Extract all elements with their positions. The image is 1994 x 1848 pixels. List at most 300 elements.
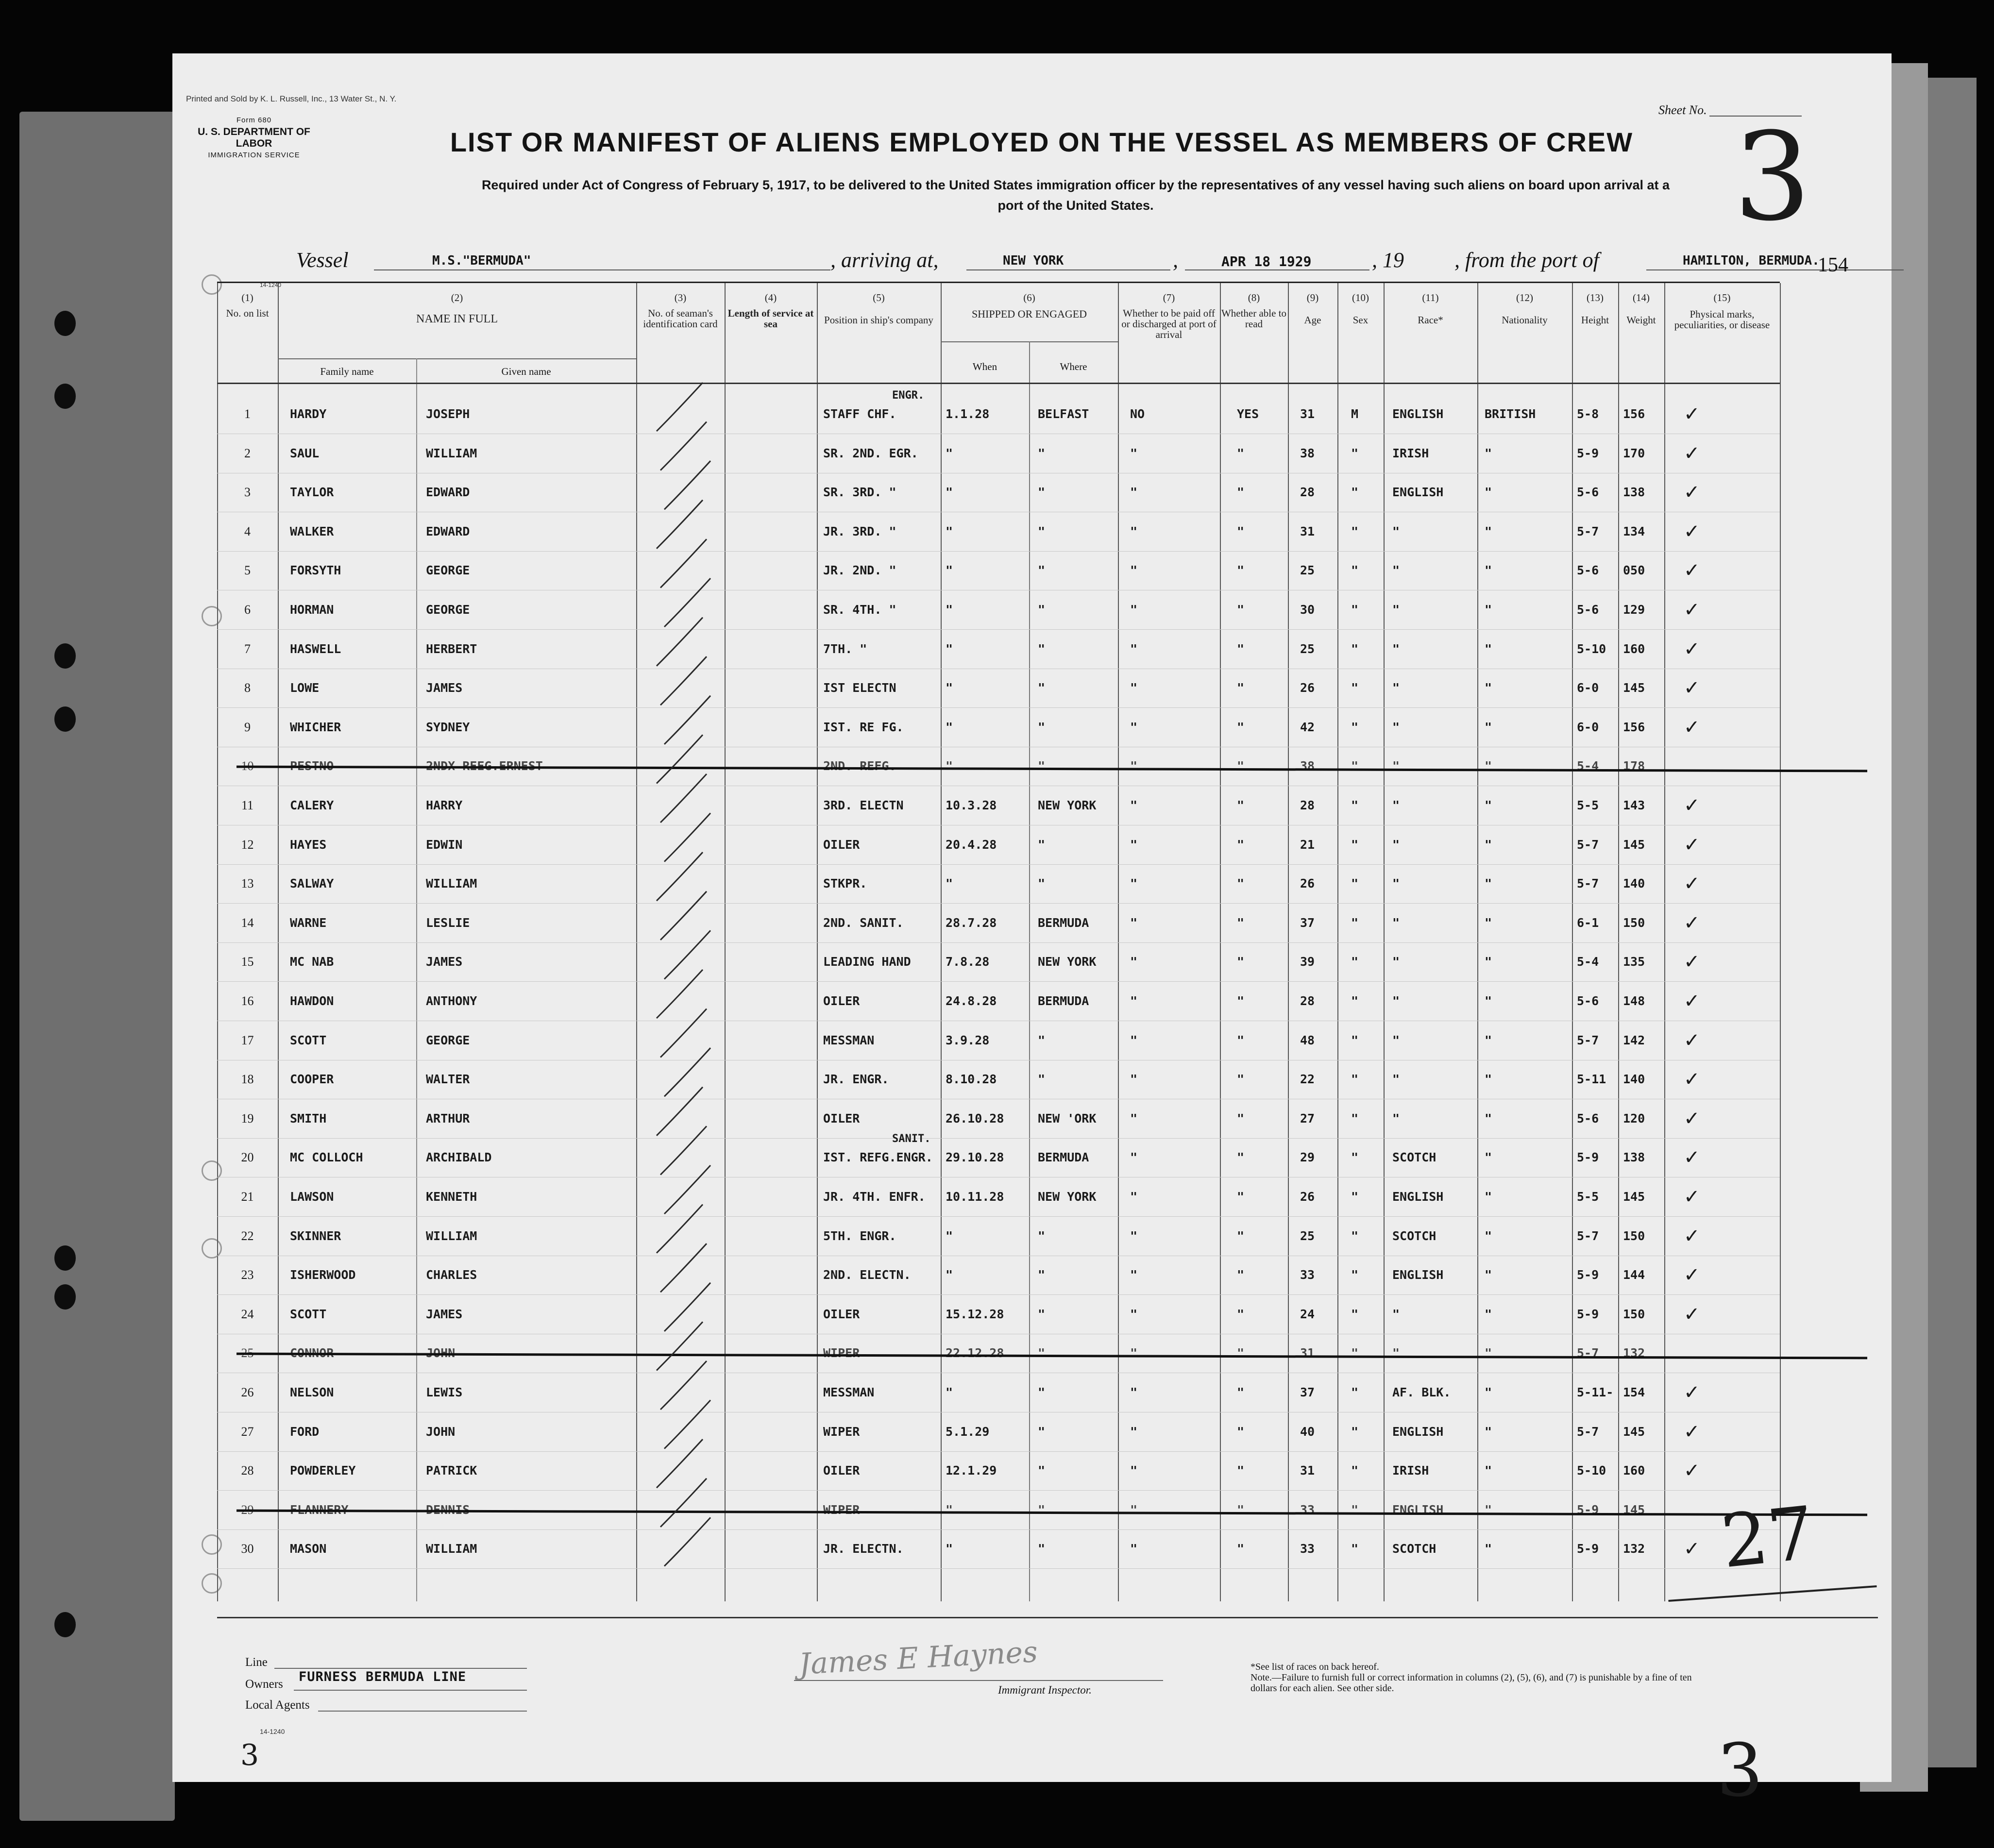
shipped-where: " [1038,563,1046,578]
sex: " [1351,1033,1359,1047]
shipped-when: 7.8.28 [946,955,990,969]
weight: 150 [1623,1307,1645,1321]
sex: " [1351,915,1359,930]
sex: M [1351,407,1359,421]
shipped-where: " [1038,485,1046,500]
row-number: 15 [241,955,254,969]
paid-off: " [1130,1463,1138,1478]
shipped-when: " [946,641,953,656]
check-mark: ✓ [1684,1068,1700,1091]
row-number: 30 [241,1542,254,1556]
weight: 150 [1623,915,1645,930]
row-number: 19 [241,1111,254,1126]
race: " [1392,641,1400,656]
given-name: SYDNEY [426,720,470,734]
height: 5-6 [1577,563,1599,578]
row-number: 26 [241,1385,254,1399]
given-name: 2NDX REEG.ERNEST [426,759,543,773]
position: JR. 2ND. " [823,563,896,578]
sex: " [1351,994,1359,1008]
race: ENGLISH [1392,1502,1444,1517]
shipped-where: " [1038,1542,1046,1556]
form-number: Form 680 [236,116,272,124]
nationality: BRITISH [1485,407,1536,421]
weight: 135 [1623,955,1645,969]
able-to-read: YES [1237,407,1259,421]
position: 2ND. ELECTN. [823,1268,911,1282]
table-row [217,515,1780,549]
given-name: LEWIS [426,1385,463,1399]
shipped-where: " [1038,1463,1046,1478]
height: 5-7 [1577,876,1599,891]
position: JR. ELECTN. [823,1542,904,1556]
given-name: GEORGE [426,563,470,578]
nationality: " [1485,681,1492,695]
position: 2ND. SANIT. [823,915,904,930]
paid-off: " [1130,1268,1138,1282]
age: 31 [1300,1346,1315,1361]
weight: 150 [1623,1228,1645,1243]
family-name: FLANNERY [290,1502,349,1517]
sex: " [1351,1072,1359,1087]
check-mark: ✓ [1684,1186,1700,1208]
page-title: LIST OR MANIFEST OF ALIENS EMPLOYED ON THE VESSEL AS MEMBERS OF CREW [450,127,1634,157]
given-name: HERBERT [426,641,477,656]
race: " [1392,1072,1400,1087]
weight: 145 [1623,1424,1645,1439]
weight: 156 [1623,407,1645,421]
age: 31 [1300,407,1315,421]
nationality: " [1485,837,1492,852]
row-rule [217,1568,1780,1569]
position: 7TH. " [823,641,867,656]
nationality: " [1485,1228,1492,1243]
shipped-where: " [1038,1346,1046,1361]
subtitle-line: Required under Act of Congress of February 5, 1917, to be delivered to the United States immigration officer by the representatives of any vessel having such aliens on board upon arrival at a [481,178,1670,192]
nationality: " [1485,955,1492,969]
shipped-where: " [1038,1268,1046,1282]
nationality: " [1485,1072,1492,1087]
weight: 144 [1623,1268,1645,1282]
age: 26 [1300,1190,1315,1204]
col-header-nationality: (12) Nationality [1502,292,1548,326]
page-subtitle [260,175,1892,216]
age: 30 [1300,603,1315,617]
shipped-where: " [1038,524,1046,538]
weight: 178 [1623,759,1645,773]
col-header-marks: (15) Physical marks, peculiarities, or disease [1674,292,1770,331]
able-to-read: " [1237,563,1245,578]
position: 5TH. ENGR. [823,1228,896,1243]
weight: 156 [1623,720,1645,734]
paid-off: " [1130,1307,1138,1321]
col-header-read: (8) Whether able to read [1221,292,1287,330]
given-name: ANTHONY [426,994,477,1008]
position: SR. 3RD. " [823,485,896,500]
able-to-read: " [1237,994,1245,1008]
paid-off: " [1130,1150,1138,1165]
given-name: EDWARD [426,524,470,538]
shipped-when: 24.8.28 [946,994,997,1008]
weight: 143 [1623,798,1645,812]
paid-off: " [1130,759,1138,773]
row-number: 14 [241,915,254,930]
shipped-when: 8.10.28 [946,1072,997,1087]
given-name: CHARLES [426,1268,477,1282]
height: 5-7 [1577,1033,1599,1047]
nationality: " [1485,915,1492,930]
race: ENGLISH [1392,1424,1444,1439]
family-name: MC NAB [290,955,334,969]
col-header-when: When [972,361,997,372]
sex: " [1351,641,1359,656]
nationality: " [1485,1463,1492,1478]
position: OILER [823,1307,860,1321]
paid-off: " [1130,994,1138,1008]
table-row [217,1102,1780,1136]
position: STAFF CHF. [823,407,896,421]
binder-hole [54,643,76,669]
binder-hole [54,1245,76,1271]
given-name: JAMES [426,1307,463,1321]
race: ENGLISH [1392,485,1444,500]
arrival-port: NEW YORK [1003,253,1064,268]
row-rule [217,629,1780,630]
paid-off: " [1130,1190,1138,1204]
family-name: FORD [290,1424,320,1439]
race: " [1392,720,1400,734]
family-name: FORSYTH [290,563,341,578]
position: STKPR. [823,876,867,891]
shipped-where: NEW YORK [1038,798,1097,812]
row-rule [217,551,1780,552]
row-rule [217,1490,1780,1491]
nationality: " [1485,641,1492,656]
shipped-when: 20.4.28 [946,837,997,852]
date-underline [1185,269,1369,270]
race: " [1392,1033,1400,1047]
weight: 129 [1623,603,1645,617]
binder-hole [54,1284,76,1310]
position: SR. 2ND. EGR. [823,446,918,460]
paid-off: " [1130,837,1138,852]
printer-imprint [186,93,396,104]
check-mark: ✓ [1684,638,1700,660]
line-label: Line [245,1656,268,1669]
vessel-underline [374,269,830,270]
height: 5-7 [1577,837,1599,852]
position: WIPER [823,1424,860,1439]
nationality: " [1485,563,1492,578]
race: SCOTCH [1392,1542,1436,1556]
age: 25 [1300,641,1315,656]
table-row [217,906,1780,940]
shipped-when: " [946,720,953,734]
table-row [217,554,1780,588]
shipped-when: " [946,563,953,578]
sex: " [1351,1463,1359,1478]
weight: 148 [1623,994,1645,1008]
shipped-where: " [1038,759,1046,773]
paid-off: " [1130,876,1138,891]
table-row [217,828,1780,862]
sex: " [1351,1150,1359,1165]
binder-hole [54,1612,76,1637]
able-to-read: " [1237,485,1245,500]
table-row [217,710,1780,744]
shipped-where: BERMUDA [1038,1150,1089,1165]
race: IRISH [1392,446,1429,460]
able-to-read: " [1237,876,1245,891]
position: OILER [823,1463,860,1478]
height: 5-4 [1577,759,1599,773]
shipped-when: 29.10.28 [946,1150,1004,1165]
row-rule [217,707,1780,708]
position: OILER [823,994,860,1008]
nationality: " [1485,1190,1492,1204]
nationality: " [1485,876,1492,891]
note-penalty: Note.—Failure to furnish full or correct information in columns (2), (5), (6), and (7) is punishable by a fine of ten dollars for each alien. See other side. [1250,1672,1692,1694]
footer [172,1617,1892,1813]
check-mark: ✓ [1684,1264,1700,1287]
nationality: " [1485,1111,1492,1126]
col-header-name: (2) NAME IN FULL [416,292,498,325]
race: " [1392,837,1400,852]
shipped-when: " [946,1268,953,1282]
position: JR. ENGR. [823,1072,889,1087]
paid-off: " [1130,563,1138,578]
shipped-where: BERMUDA [1038,915,1089,930]
height: 5-6 [1577,603,1599,617]
weight: 160 [1623,641,1645,656]
table-row [217,475,1780,509]
sex: " [1351,759,1359,773]
sex: " [1351,1542,1359,1556]
row-number: 2 [244,446,251,460]
paid-off: " [1130,1542,1138,1556]
nationality: " [1485,798,1492,812]
signature-line [794,1680,1163,1681]
row-number: 18 [241,1072,254,1087]
height: 5-7 [1577,524,1599,538]
page-number: 154 [1818,254,1848,276]
agents-underline [318,1711,527,1712]
from-port: HAMILTON, BERMUDA. [1683,253,1820,268]
position: JR. 3RD. " [823,524,896,538]
family-name: LOWE [290,681,320,695]
shipped-where: " [1038,1307,1046,1321]
able-to-read: " [1237,1502,1245,1517]
given-name: WALTER [426,1072,470,1087]
row-number: 20 [241,1150,254,1165]
position: MESSMAN [823,1385,875,1399]
check-mark: ✓ [1684,833,1700,856]
shipped-when: " [946,1228,953,1243]
race: ENGLISH [1392,407,1444,421]
family-name: SALWAY [290,876,334,891]
race: ENGLISH [1392,1190,1444,1204]
row-number: 22 [241,1228,254,1243]
position: IST. RE FG. [823,720,904,734]
age: 27 [1300,1111,1315,1126]
weight: 140 [1623,876,1645,891]
check-mark: ✓ [1684,599,1700,621]
position: MESSMAN [823,1033,875,1047]
check-mark: ✓ [1684,873,1700,895]
race: " [1392,563,1400,578]
table-row [217,1219,1780,1253]
height: 5-11- [1577,1385,1614,1399]
check-mark: ✓ [1684,1107,1700,1130]
race: IRISH [1392,1463,1429,1478]
family-name: MC COLLOCH [290,1150,363,1165]
shipped-where: " [1038,1385,1046,1399]
given-name: LESLIE [426,915,470,930]
year-label: , 19 [1372,248,1404,272]
row-number: 11 [241,798,254,812]
sex: " [1351,1502,1359,1517]
department-block [186,115,322,161]
check-mark: ✓ [1684,1460,1700,1482]
table-row [217,1493,1780,1527]
family-name: LAWSON [290,1190,334,1204]
row-number: 6 [244,603,251,617]
shipped-where: NEW YORK [1038,1190,1097,1204]
able-to-read: " [1237,759,1245,773]
shipped-when: " [946,1502,953,1517]
vessel-label: Vessel [296,248,349,272]
check-mark: ✓ [1684,794,1700,817]
race: SCOTCH [1392,1228,1436,1243]
height: 5-6 [1577,994,1599,1008]
shipped-when: 28.7.28 [946,915,997,930]
manifest-sheet [172,53,1892,1813]
shipped-when: 12.1.29 [946,1463,997,1478]
sex: " [1351,681,1359,695]
owners-label: Owners [245,1678,283,1691]
able-to-read: " [1237,1424,1245,1439]
family-name: WHICHER [290,720,341,734]
shipped-where: " [1038,1502,1046,1517]
shipped-when: " [946,1385,953,1399]
age: 31 [1300,524,1315,538]
family-name: SKINNER [290,1228,341,1243]
race: ENGLISH [1392,1268,1444,1282]
row-number: 16 [241,994,254,1008]
position: OILER [823,837,860,852]
shipped-where: " [1038,1424,1046,1439]
nationality: " [1485,1150,1492,1165]
table-row [217,437,1780,470]
row-number: 24 [241,1307,254,1321]
family-name: MASON [290,1542,327,1556]
check-mark [1684,1336,1723,1370]
nationality: " [1485,1307,1492,1321]
shipped-when: " [946,446,953,460]
table-row [217,1415,1780,1449]
family-name: CALERY [290,798,334,812]
col-line [1780,283,1781,1601]
able-to-read: " [1237,798,1245,812]
race: AF. BLK. [1392,1385,1451,1399]
from-port-label: , from the port of [1454,248,1599,272]
position: WIPER [823,1502,860,1517]
sex: " [1351,1268,1359,1282]
check-mark: ✓ [1684,990,1700,1012]
able-to-read: " [1237,524,1245,538]
family-name: HAWDON [290,994,334,1008]
check-mark: ✓ [1684,403,1700,425]
family-name: HARDY [290,407,327,421]
table-row [217,789,1780,823]
paid-off: " [1130,1033,1138,1047]
shipped-when: 10.11.28 [946,1190,1004,1204]
row-number: 7 [244,641,251,656]
height: 6-0 [1577,681,1599,695]
given-name: DENNIS [426,1502,470,1517]
shipped-where: " [1038,446,1046,460]
shipped-where: " [1038,1072,1046,1087]
table-row [217,1532,1780,1566]
family-name: HORMAN [290,603,334,617]
vessel-name: M.S."BERMUDA" [432,253,531,268]
check-mark: ✓ [1684,1420,1700,1443]
weight: 160 [1623,1463,1645,1478]
position: SR. 4TH. " [823,603,896,617]
nationality: " [1485,759,1492,773]
family-name: NELSON [290,1385,334,1399]
sex: " [1351,798,1359,812]
row-number: 29 [241,1502,254,1517]
agents-label: Local Agents [245,1698,310,1712]
shipped-when: 5.1.29 [946,1424,990,1439]
shipped-where: BELFAST [1038,407,1089,421]
age: 37 [1300,915,1315,930]
weight: 134 [1623,524,1645,538]
family-name: HASWELL [290,641,341,656]
row-rule [217,1451,1780,1452]
able-to-read: " [1237,837,1245,852]
able-to-read: " [1237,1463,1245,1478]
shipped-when: 22.12.28 [946,1346,1004,1361]
weight: 132 [1623,1346,1645,1361]
row-number: 23 [241,1268,254,1282]
race: SCOTCH [1392,1150,1436,1165]
weight: 145 [1623,837,1645,852]
paid-off: " [1130,955,1138,969]
vessel-line [296,248,1875,277]
age: 42 [1300,720,1315,734]
age: 25 [1300,1228,1315,1243]
height: 5-9 [1577,1542,1599,1556]
col-header-given: Given name [501,366,551,377]
weight: 145 [1623,681,1645,695]
nationality: " [1485,1424,1492,1439]
sex: " [1351,1346,1359,1361]
age: 29 [1300,1150,1315,1165]
check-mark [1684,749,1723,783]
race: " [1392,524,1400,538]
sex: " [1351,1228,1359,1243]
family-name: CONNOR [290,1346,334,1361]
height: 5-7 [1577,1424,1599,1439]
race: " [1392,876,1400,891]
row-rule [217,1216,1780,1217]
col-header-where: Where [1060,361,1087,372]
height: 5-5 [1577,798,1599,812]
given-name: WILLIAM [426,876,477,891]
paid-off: " [1130,1228,1138,1243]
